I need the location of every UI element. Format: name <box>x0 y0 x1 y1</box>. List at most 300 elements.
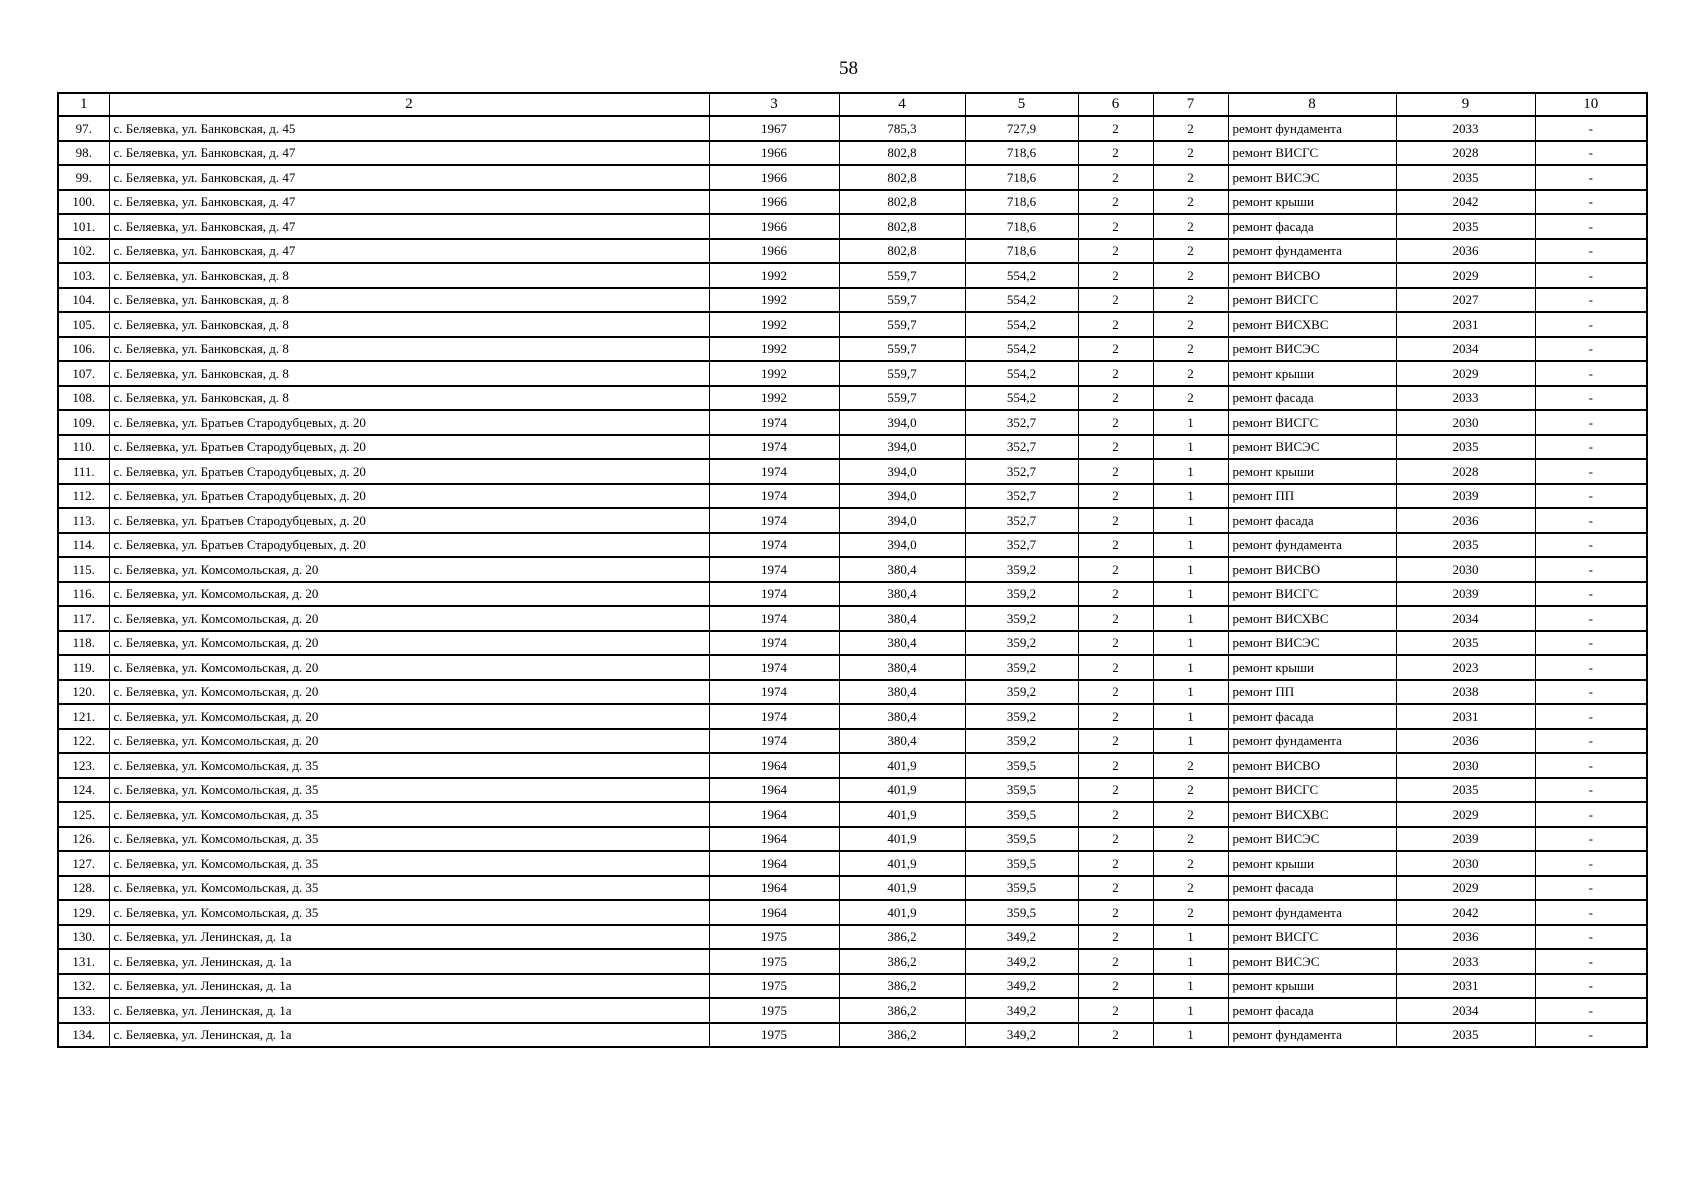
planned-year-cell: 2031 <box>1396 974 1535 999</box>
address-cell: с. Беляевка, ул. Банковская, д. 47 <box>109 141 709 166</box>
row-number-cell: 109. <box>58 410 109 435</box>
total-area-cell: 802,8 <box>839 214 965 239</box>
column-header: 10 <box>1535 93 1647 116</box>
address-cell: с. Беляевка, ул. Банковская, д. 47 <box>109 190 709 215</box>
address-cell: с. Беляевка, ул. Ленинская, д. 1а <box>109 925 709 950</box>
row-number-cell: 108. <box>58 386 109 411</box>
total-area-cell: 380,4 <box>839 606 965 631</box>
work-type-cell: ремонт крыши <box>1228 851 1396 876</box>
address-cell: с. Беляевка, ул. Ленинская, д. 1а <box>109 949 709 974</box>
planned-year-cell: 2042 <box>1396 900 1535 925</box>
planned-year-cell: 2034 <box>1396 606 1535 631</box>
work-type-cell: ремонт ВИСХВС <box>1228 606 1396 631</box>
note-cell: - <box>1535 582 1647 607</box>
planned-year-cell: 2035 <box>1396 435 1535 460</box>
note-cell: - <box>1535 386 1647 411</box>
living-area-cell: 554,2 <box>965 263 1078 288</box>
total-area-cell: 380,4 <box>839 557 965 582</box>
work-type-cell: ремонт фундамента <box>1228 239 1396 264</box>
table-row <box>58 557 1647 582</box>
note-cell: - <box>1535 974 1647 999</box>
address-cell: с. Беляевка, ул. Комсомольская, д. 35 <box>109 876 709 901</box>
note-cell: - <box>1535 239 1647 264</box>
planned-year-cell: 2033 <box>1396 386 1535 411</box>
address-cell: с. Беляевка, ул. Банковская, д. 8 <box>109 386 709 411</box>
note-cell: - <box>1535 263 1647 288</box>
entrances-cell: 1 <box>1153 410 1228 435</box>
entrances-cell: 1 <box>1153 1023 1228 1048</box>
row-number-cell: 133. <box>58 998 109 1023</box>
entrances-cell: 2 <box>1153 753 1228 778</box>
work-type-cell: ремонт ВИСЭС <box>1228 949 1396 974</box>
total-area-cell: 559,7 <box>839 386 965 411</box>
row-number-cell: 103. <box>58 263 109 288</box>
work-type-cell: ремонт фасада <box>1228 214 1396 239</box>
note-cell: - <box>1535 214 1647 239</box>
entrances-cell: 2 <box>1153 190 1228 215</box>
table-row <box>58 655 1647 680</box>
table-row <box>58 778 1647 803</box>
total-area-cell: 380,4 <box>839 680 965 705</box>
floors-cell: 2 <box>1078 484 1153 509</box>
floors-cell: 2 <box>1078 582 1153 607</box>
entrances-cell: 2 <box>1153 802 1228 827</box>
table-row <box>58 606 1647 631</box>
table-row <box>58 116 1647 141</box>
table-row <box>58 851 1647 876</box>
table-row <box>58 729 1647 754</box>
floors-cell: 2 <box>1078 949 1153 974</box>
note-cell: - <box>1535 606 1647 631</box>
planned-year-cell: 2039 <box>1396 582 1535 607</box>
year-cell: 1966 <box>709 190 839 215</box>
living-area-cell: 554,2 <box>965 288 1078 313</box>
floors-cell: 2 <box>1078 827 1153 852</box>
total-area-cell: 401,9 <box>839 778 965 803</box>
entrances-cell: 2 <box>1153 312 1228 337</box>
living-area-cell: 359,2 <box>965 680 1078 705</box>
year-cell: 1992 <box>709 288 839 313</box>
living-area-cell: 352,7 <box>965 508 1078 533</box>
address-cell: с. Беляевка, ул. Банковская, д. 47 <box>109 165 709 190</box>
column-header: 1 <box>58 93 109 116</box>
address-cell: с. Беляевка, ул. Банковская, д. 8 <box>109 288 709 313</box>
address-cell: с. Беляевка, ул. Комсомольская, д. 20 <box>109 557 709 582</box>
address-cell: с. Беляевка, ул. Братьев Стародубцевых, д. 20 <box>109 508 709 533</box>
total-area-cell: 802,8 <box>839 141 965 166</box>
note-cell: - <box>1535 435 1647 460</box>
work-type-cell: ремонт фундамента <box>1228 533 1396 558</box>
note-cell: - <box>1535 337 1647 362</box>
living-area-cell: 349,2 <box>965 949 1078 974</box>
table-row <box>58 337 1647 362</box>
entrances-cell: 1 <box>1153 729 1228 754</box>
year-cell: 1974 <box>709 680 839 705</box>
living-area-cell: 359,5 <box>965 827 1078 852</box>
floors-cell: 2 <box>1078 190 1153 215</box>
table-row <box>58 263 1647 288</box>
note-cell: - <box>1535 998 1647 1023</box>
total-area-cell: 559,7 <box>839 288 965 313</box>
planned-year-cell: 2036 <box>1396 925 1535 950</box>
note-cell: - <box>1535 778 1647 803</box>
note-cell: - <box>1535 631 1647 656</box>
table-row <box>58 925 1647 950</box>
entrances-cell: 2 <box>1153 337 1228 362</box>
entrances-cell: 2 <box>1153 386 1228 411</box>
work-type-cell: ремонт ВИСГС <box>1228 288 1396 313</box>
planned-year-cell: 2027 <box>1396 288 1535 313</box>
table-row <box>58 239 1647 264</box>
year-cell: 1992 <box>709 312 839 337</box>
table-row <box>58 900 1647 925</box>
entrances-cell: 1 <box>1153 606 1228 631</box>
year-cell: 1974 <box>709 582 839 607</box>
row-number-cell: 99. <box>58 165 109 190</box>
row-number-cell: 132. <box>58 974 109 999</box>
year-cell: 1974 <box>709 459 839 484</box>
year-cell: 1966 <box>709 239 839 264</box>
note-cell: - <box>1535 508 1647 533</box>
note-cell: - <box>1535 655 1647 680</box>
work-type-cell: ремонт ВИСЭС <box>1228 631 1396 656</box>
year-cell: 1966 <box>709 214 839 239</box>
table-row <box>58 165 1647 190</box>
table-row <box>58 459 1647 484</box>
floors-cell: 2 <box>1078 557 1153 582</box>
floors-cell: 2 <box>1078 753 1153 778</box>
row-number-cell: 121. <box>58 704 109 729</box>
table-row <box>58 190 1647 215</box>
planned-year-cell: 2029 <box>1396 802 1535 827</box>
planned-year-cell: 2035 <box>1396 1023 1535 1048</box>
living-area-cell: 352,7 <box>965 459 1078 484</box>
total-area-cell: 559,7 <box>839 361 965 386</box>
work-type-cell: ремонт ВИСВО <box>1228 557 1396 582</box>
planned-year-cell: 2028 <box>1396 459 1535 484</box>
address-cell: с. Беляевка, ул. Комсомольская, д. 35 <box>109 827 709 852</box>
living-area-cell: 718,6 <box>965 141 1078 166</box>
entrances-cell: 1 <box>1153 484 1228 509</box>
address-cell: с. Беляевка, ул. Братьев Стародубцевых, д. 20 <box>109 484 709 509</box>
total-area-cell: 380,4 <box>839 655 965 680</box>
living-area-cell: 727,9 <box>965 116 1078 141</box>
planned-year-cell: 2036 <box>1396 729 1535 754</box>
living-area-cell: 352,7 <box>965 435 1078 460</box>
entrances-cell: 1 <box>1153 459 1228 484</box>
planned-year-cell: 2035 <box>1396 533 1535 558</box>
repair-schedule-table <box>57 92 1648 1048</box>
year-cell: 1974 <box>709 484 839 509</box>
entrances-cell: 2 <box>1153 214 1228 239</box>
year-cell: 1964 <box>709 802 839 827</box>
total-area-cell: 785,3 <box>839 116 965 141</box>
floors-cell: 2 <box>1078 900 1153 925</box>
total-area-cell: 380,4 <box>839 631 965 656</box>
total-area-cell: 401,9 <box>839 900 965 925</box>
total-area-cell: 559,7 <box>839 263 965 288</box>
address-cell: с. Беляевка, ул. Комсомольская, д. 35 <box>109 753 709 778</box>
total-area-cell: 401,9 <box>839 851 965 876</box>
note-cell: - <box>1535 704 1647 729</box>
total-area-cell: 401,9 <box>839 802 965 827</box>
floors-cell: 2 <box>1078 312 1153 337</box>
row-number-cell: 100. <box>58 190 109 215</box>
row-number-cell: 134. <box>58 1023 109 1048</box>
living-area-cell: 359,5 <box>965 876 1078 901</box>
note-cell: - <box>1535 312 1647 337</box>
work-type-cell: ремонт фасада <box>1228 508 1396 533</box>
floors-cell: 2 <box>1078 214 1153 239</box>
note-cell: - <box>1535 729 1647 754</box>
note-cell: - <box>1535 484 1647 509</box>
living-area-cell: 359,2 <box>965 557 1078 582</box>
year-cell: 1964 <box>709 900 839 925</box>
floors-cell: 2 <box>1078 508 1153 533</box>
row-number-cell: 107. <box>58 361 109 386</box>
total-area-cell: 394,0 <box>839 435 965 460</box>
floors-cell: 2 <box>1078 435 1153 460</box>
entrances-cell: 1 <box>1153 925 1228 950</box>
planned-year-cell: 2029 <box>1396 361 1535 386</box>
column-header: 3 <box>709 93 839 116</box>
row-number-cell: 131. <box>58 949 109 974</box>
year-cell: 1964 <box>709 876 839 901</box>
row-number-cell: 117. <box>58 606 109 631</box>
floors-cell: 2 <box>1078 239 1153 264</box>
floors-cell: 2 <box>1078 288 1153 313</box>
work-type-cell: ремонт крыши <box>1228 974 1396 999</box>
note-cell: - <box>1535 827 1647 852</box>
living-area-cell: 359,2 <box>965 729 1078 754</box>
living-area-cell: 718,6 <box>965 239 1078 264</box>
total-area-cell: 802,8 <box>839 190 965 215</box>
total-area-cell: 802,8 <box>839 165 965 190</box>
work-type-cell: ремонт крыши <box>1228 190 1396 215</box>
total-area-cell: 380,4 <box>839 729 965 754</box>
table-row <box>58 435 1647 460</box>
entrances-cell: 2 <box>1153 141 1228 166</box>
total-area-cell: 401,9 <box>839 876 965 901</box>
work-type-cell: ремонт ВИСЭС <box>1228 337 1396 362</box>
planned-year-cell: 2030 <box>1396 410 1535 435</box>
floors-cell: 2 <box>1078 729 1153 754</box>
table-row <box>58 582 1647 607</box>
table-row <box>58 827 1647 852</box>
year-cell: 1974 <box>709 508 839 533</box>
address-cell: с. Беляевка, ул. Ленинская, д. 1а <box>109 974 709 999</box>
year-cell: 1974 <box>709 410 839 435</box>
floors-cell: 2 <box>1078 263 1153 288</box>
note-cell: - <box>1535 949 1647 974</box>
year-cell: 1966 <box>709 165 839 190</box>
address-cell: с. Беляевка, ул. Ленинская, д. 1а <box>109 998 709 1023</box>
row-number-cell: 124. <box>58 778 109 803</box>
floors-cell: 2 <box>1078 680 1153 705</box>
table-row <box>58 949 1647 974</box>
total-area-cell: 386,2 <box>839 949 965 974</box>
row-number-cell: 113. <box>58 508 109 533</box>
row-number-cell: 123. <box>58 753 109 778</box>
entrances-cell: 2 <box>1153 361 1228 386</box>
entrances-cell: 2 <box>1153 239 1228 264</box>
living-area-cell: 718,6 <box>965 190 1078 215</box>
work-type-cell: ремонт ПП <box>1228 680 1396 705</box>
year-cell: 1974 <box>709 606 839 631</box>
table-row <box>58 680 1647 705</box>
note-cell: - <box>1535 1023 1647 1048</box>
year-cell: 1992 <box>709 386 839 411</box>
total-area-cell: 559,7 <box>839 337 965 362</box>
note-cell: - <box>1535 410 1647 435</box>
year-cell: 1964 <box>709 753 839 778</box>
row-number-cell: 114. <box>58 533 109 558</box>
work-type-cell: ремонт фундамента <box>1228 900 1396 925</box>
entrances-cell: 2 <box>1153 900 1228 925</box>
floors-cell: 2 <box>1078 704 1153 729</box>
living-area-cell: 352,7 <box>965 484 1078 509</box>
row-number-cell: 129. <box>58 900 109 925</box>
floors-cell: 2 <box>1078 655 1153 680</box>
row-number-cell: 128. <box>58 876 109 901</box>
living-area-cell: 554,2 <box>965 386 1078 411</box>
column-header: 6 <box>1078 93 1153 116</box>
note-cell: - <box>1535 876 1647 901</box>
row-number-cell: 110. <box>58 435 109 460</box>
planned-year-cell: 2033 <box>1396 949 1535 974</box>
note-cell: - <box>1535 459 1647 484</box>
column-header: 4 <box>839 93 965 116</box>
work-type-cell: ремонт фундамента <box>1228 729 1396 754</box>
row-number-cell: 106. <box>58 337 109 362</box>
floors-cell: 2 <box>1078 876 1153 901</box>
address-cell: с. Беляевка, ул. Комсомольская, д. 35 <box>109 802 709 827</box>
table-row <box>58 508 1647 533</box>
work-type-cell: ремонт ВИСХВС <box>1228 802 1396 827</box>
table-row <box>58 974 1647 999</box>
table-row <box>58 141 1647 166</box>
floors-cell: 2 <box>1078 851 1153 876</box>
table-row <box>58 704 1647 729</box>
year-cell: 1992 <box>709 361 839 386</box>
table-row <box>58 410 1647 435</box>
year-cell: 1992 <box>709 263 839 288</box>
entrances-cell: 1 <box>1153 508 1228 533</box>
year-cell: 1964 <box>709 851 839 876</box>
work-type-cell: ремонт фасада <box>1228 998 1396 1023</box>
entrances-cell: 2 <box>1153 851 1228 876</box>
year-cell: 1975 <box>709 974 839 999</box>
note-cell: - <box>1535 557 1647 582</box>
year-cell: 1964 <box>709 827 839 852</box>
work-type-cell: ремонт ВИСЭС <box>1228 435 1396 460</box>
year-cell: 1975 <box>709 1023 839 1048</box>
address-cell: с. Беляевка, ул. Комсомольская, д. 20 <box>109 729 709 754</box>
floors-cell: 2 <box>1078 116 1153 141</box>
year-cell: 1966 <box>709 141 839 166</box>
note-cell: - <box>1535 116 1647 141</box>
living-area-cell: 352,7 <box>965 410 1078 435</box>
total-area-cell: 401,9 <box>839 827 965 852</box>
address-cell: с. Беляевка, ул. Банковская, д. 8 <box>109 337 709 362</box>
year-cell: 1975 <box>709 949 839 974</box>
row-number-cell: 125. <box>58 802 109 827</box>
address-cell: с. Беляевка, ул. Банковская, д. 8 <box>109 312 709 337</box>
entrances-cell: 1 <box>1153 680 1228 705</box>
entrances-cell: 1 <box>1153 974 1228 999</box>
planned-year-cell: 2029 <box>1396 263 1535 288</box>
address-cell: с. Беляевка, ул. Банковская, д. 47 <box>109 214 709 239</box>
total-area-cell: 380,4 <box>839 582 965 607</box>
year-cell: 1974 <box>709 704 839 729</box>
total-area-cell: 386,2 <box>839 1023 965 1048</box>
entrances-cell: 2 <box>1153 116 1228 141</box>
living-area-cell: 359,5 <box>965 753 1078 778</box>
entrances-cell: 2 <box>1153 288 1228 313</box>
row-number-cell: 112. <box>58 484 109 509</box>
total-area-cell: 386,2 <box>839 925 965 950</box>
table-header-row <box>58 93 1647 116</box>
address-cell: с. Беляевка, ул. Банковская, д. 45 <box>109 116 709 141</box>
living-area-cell: 359,2 <box>965 582 1078 607</box>
row-number-cell: 98. <box>58 141 109 166</box>
floors-cell: 2 <box>1078 459 1153 484</box>
work-type-cell: ремонт ВИСВО <box>1228 263 1396 288</box>
address-cell: с. Беляевка, ул. Комсомольская, д. 20 <box>109 655 709 680</box>
work-type-cell: ремонт ПП <box>1228 484 1396 509</box>
living-area-cell: 359,2 <box>965 704 1078 729</box>
table-row <box>58 802 1647 827</box>
table-row <box>58 1023 1647 1048</box>
entrances-cell: 1 <box>1153 949 1228 974</box>
address-cell: с. Беляевка, ул. Братьев Стародубцевых, д. 20 <box>109 435 709 460</box>
row-number-cell: 118. <box>58 631 109 656</box>
note-cell: - <box>1535 190 1647 215</box>
living-area-cell: 554,2 <box>965 312 1078 337</box>
table-row <box>58 998 1647 1023</box>
planned-year-cell: 2031 <box>1396 704 1535 729</box>
address-cell: с. Беляевка, ул. Комсомольская, д. 20 <box>109 582 709 607</box>
row-number-cell: 104. <box>58 288 109 313</box>
table-row <box>58 753 1647 778</box>
row-number-cell: 116. <box>58 582 109 607</box>
floors-cell: 2 <box>1078 606 1153 631</box>
column-header: 2 <box>109 93 709 116</box>
entrances-cell: 1 <box>1153 557 1228 582</box>
note-cell: - <box>1535 361 1647 386</box>
living-area-cell: 359,5 <box>965 802 1078 827</box>
address-cell: с. Беляевка, ул. Банковская, д. 8 <box>109 263 709 288</box>
planned-year-cell: 2031 <box>1396 312 1535 337</box>
row-number-cell: 126. <box>58 827 109 852</box>
table-body <box>58 116 1647 1047</box>
row-number-cell: 97. <box>58 116 109 141</box>
floors-cell: 2 <box>1078 1023 1153 1048</box>
living-area-cell: 359,5 <box>965 900 1078 925</box>
planned-year-cell: 2030 <box>1396 557 1535 582</box>
planned-year-cell: 2036 <box>1396 239 1535 264</box>
row-number-cell: 130. <box>58 925 109 950</box>
total-area-cell: 401,9 <box>839 753 965 778</box>
living-area-cell: 349,2 <box>965 1023 1078 1048</box>
entrances-cell: 1 <box>1153 582 1228 607</box>
work-type-cell: ремонт крыши <box>1228 655 1396 680</box>
floors-cell: 2 <box>1078 386 1153 411</box>
work-type-cell: ремонт фасада <box>1228 386 1396 411</box>
page-number: 58 <box>839 58 858 79</box>
note-cell: - <box>1535 925 1647 950</box>
total-area-cell: 559,7 <box>839 312 965 337</box>
